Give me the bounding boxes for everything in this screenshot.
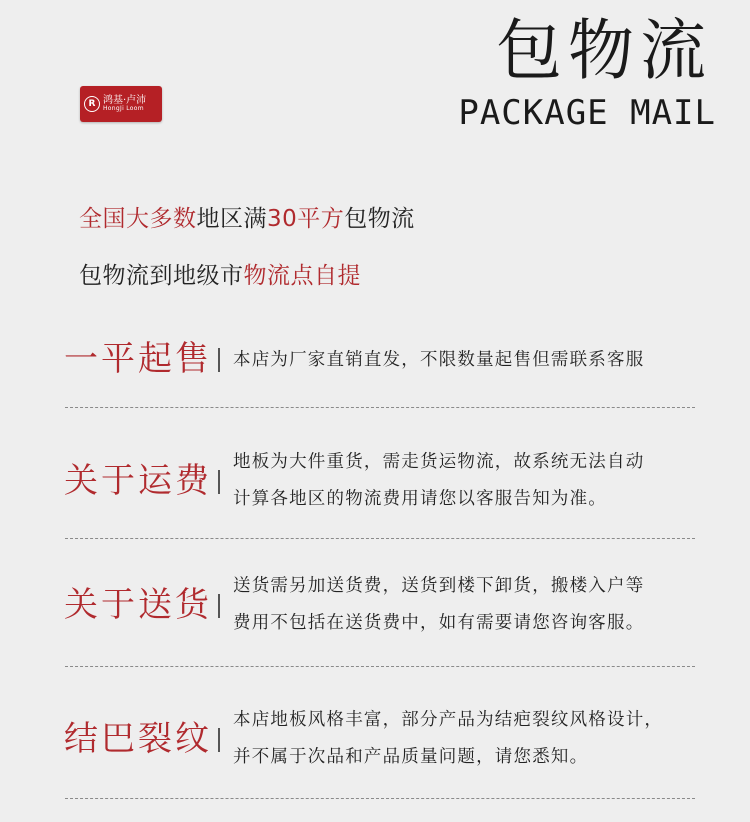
promo-highlight: 全国大多数 (79, 206, 197, 232)
dashed-divider (65, 538, 695, 539)
section-text (233, 342, 644, 379)
page-title-cn: 包物流 (496, 12, 712, 89)
dashed-divider (65, 666, 695, 667)
section-text-line: 本店为厂家直销直发，不限数量起售但需联系客服 (233, 350, 645, 370)
logo-name-en: HongJi Loom (103, 105, 144, 113)
section-text-line: 并不属于次品和产品质量问题，请您悉知。 (233, 747, 589, 767)
promo-highlight: 30平方 (267, 206, 345, 232)
section-title: 关于运费 (64, 461, 212, 501)
section-title: 结巴裂纹 (64, 719, 212, 759)
promo-line-1 (79, 200, 415, 233)
promo-highlight: 物流点自提 (243, 263, 361, 289)
promo-text: 地区满 (196, 206, 267, 232)
section-divider-bar (218, 348, 220, 372)
section-text (233, 444, 644, 518)
section-title: 一平起售 (64, 339, 212, 379)
promo-text: 包物流 (344, 206, 415, 232)
page-title-en: PACKAGE MAIL (458, 93, 716, 133)
section-title: 关于送货 (64, 585, 212, 625)
section-text-line: 本店地板风格丰富，部分产品为结疤裂纹风格设计， (233, 710, 664, 730)
section-text (233, 568, 644, 642)
section-text-line: 费用不包括在送货费中，如有需要请您咨询客服。 (233, 613, 645, 633)
section-divider-bar (218, 470, 220, 494)
promo-text: 包物流到地级市 (79, 263, 244, 289)
dashed-divider (65, 798, 695, 799)
promo-line-2 (79, 257, 361, 290)
logo-name-cn: 鸿基·卢沛 (103, 94, 147, 106)
section-text-line: 地板为大件重货，需走货运物流，故系统无法自动 (233, 452, 645, 472)
dashed-divider (65, 407, 695, 408)
logo-mark-icon: R (84, 96, 100, 112)
section-text (233, 702, 663, 776)
section-divider-bar (218, 594, 220, 618)
section-text-line: 送货需另加送货费，送货到楼下卸货，搬楼入户等 (233, 576, 645, 596)
section-divider-bar (218, 728, 220, 752)
section-text-line: 计算各地区的物流费用请您以客服告知为准。 (233, 489, 607, 509)
brand-logo (80, 86, 162, 122)
